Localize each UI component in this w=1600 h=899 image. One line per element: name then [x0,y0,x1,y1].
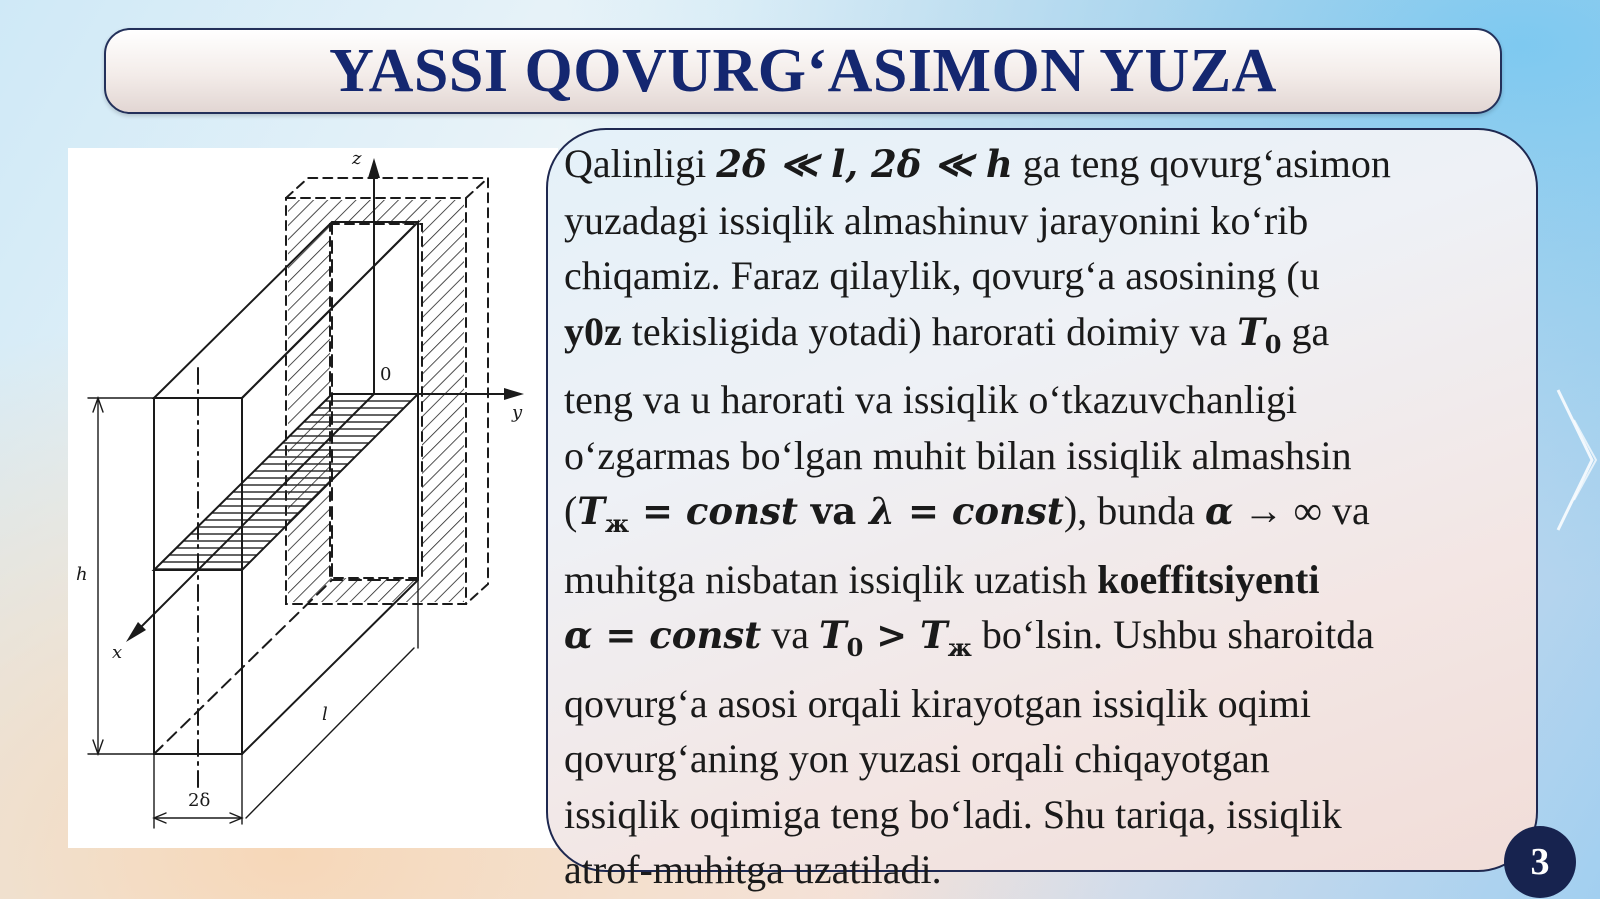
axis-x-label: x [112,642,123,663]
fin-diagram [68,148,558,848]
formula-thickness: 2δ ≪ l, 2δ ≪ h [716,142,1013,186]
title-bar [104,28,1502,114]
body-line-6: o‘zgarmas bo‘lgan muhit bilan issiqlik almashsin [564,432,1352,478]
chevron-decoration-icon [1548,380,1600,540]
body-line-1: Qalinligi 2δ ≪ l, 2δ ≪ h ga teng qovurg‘asimon [564,141,1391,186]
body-line-11: qovurg‘aning yon yuzasi orqali chiqayotgan [564,736,1270,781]
height-label: h [76,564,88,585]
page-number-badge [1504,826,1576,898]
body-line-13: atrof-muhitga uzatiladi. [564,847,942,892]
body-line-10: qovurg‘a asosi orqali kirayotgan issiqlik oqimi [564,680,1311,726]
axis-z-label: z [352,148,362,169]
axis-y-label: y [512,402,523,423]
body-line-9: α = const va $T_0 > T_ж$ bo‘lsin. Ushbu sharoitda [564,612,1375,662]
body-line-3: chiqamiz. Faraz qilaylik, qovurg‘a asosining (u [564,253,1320,298]
body-line-4: y0z tekisligida yotadi) harorati doimiy va $T_0$ ga [564,308,1330,359]
body-line-12: issiqlik oqimiga teng bo‘ladi. Shu tariqa, issiqlik [564,791,1342,837]
fin-diagram-panel [68,148,558,848]
body-line-8: muhitga nisbatan issiqlik uzatish koeffitsiyenti [564,556,1320,602]
body-line-2: yuzadagi issiqlik almashinuv jarayonini ko‘rib [564,197,1309,243]
body-text [564,136,1524,898]
body-line-7: ($T_ж$ = const va λ = const), bunda α → ∞ va [564,488,1370,538]
thickness-label: 2δ [188,790,211,811]
slide-title: YASSI QOVURG‘ASIMON YUZA [329,36,1277,105]
length-label: l [322,704,328,725]
page-number: 3 [1530,841,1550,883]
origin-label: 0 [380,364,392,385]
body-line-5: teng va u harorati va issiqlik o‘tkazuvchanligi [564,377,1298,422]
